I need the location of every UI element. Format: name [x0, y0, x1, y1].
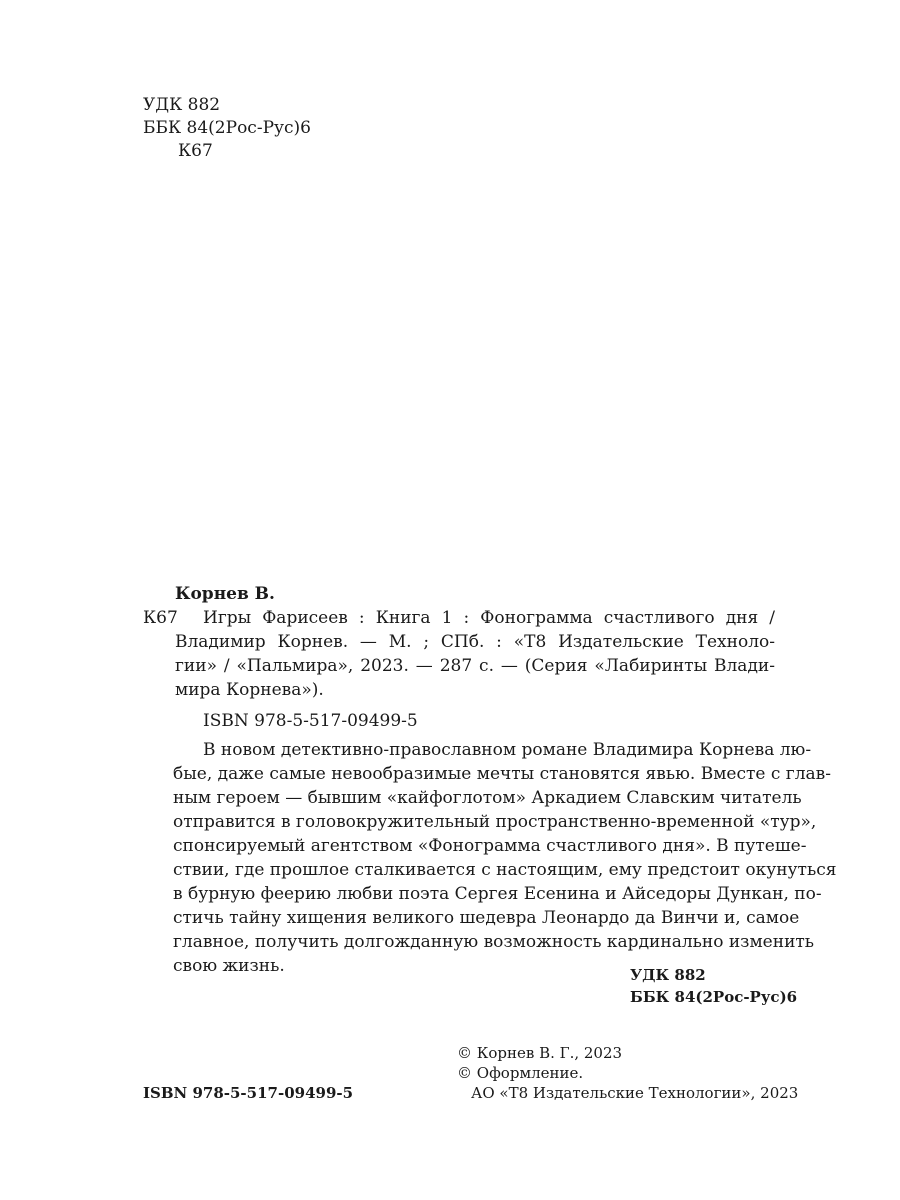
- annotation-line: бые, даже самые невообразимые мечты становятся явью. Вместе с глав-: [173, 764, 831, 784]
- annotation-line: спонсируемый агентством «Фонограмма счастливого дня». В путеше-: [173, 836, 807, 856]
- annotation-line: главное, получить долгожданную возможность кардинально изменить: [173, 932, 815, 952]
- isbn-footer: ISBN 978-5-517-09499-5: [143, 1084, 354, 1102]
- description-line: Владимир Корнев. — М. ; СПб. : «Т8 Издательские Техноло-: [175, 632, 775, 652]
- annotation-line: отправится в головокружительный пространственно-временной «тур»,: [173, 812, 817, 832]
- copyright-author: © Корнев В. Г., 2023: [457, 1044, 623, 1062]
- bbk-top: ББК 84(2Рос-Рус)6: [143, 118, 311, 138]
- description-line: мира Корнева»).: [175, 680, 324, 700]
- author-mark-top: К67: [178, 141, 213, 161]
- copyright-design: © Оформление.: [457, 1064, 584, 1082]
- annotation-line: стичь тайну хищения великого шедевра Леонардо да Винчи и, самое: [173, 908, 800, 928]
- description-line: гии» / «Пальмира», 2023. — 287 с. — (Серия «Лабиринты Влади-: [175, 656, 775, 676]
- isbn-record: ISBN 978-5-517-09499-5: [203, 711, 418, 731]
- udk-bottom: УДК 882: [630, 966, 706, 984]
- annotation-line: ным героем — бывшим «кайфоглотом» Аркадием Славским читатель: [173, 788, 802, 808]
- udk-top: УДК 882: [143, 95, 221, 115]
- bbk-bottom: ББК 84(2Рос-Рус)6: [630, 988, 798, 1006]
- annotation-line: в бурную феерию любви поэта Сергея Есенина и Айседоры Дункан, по-: [173, 884, 822, 904]
- author-mark: К67: [143, 608, 178, 628]
- annotation-line: свою жизнь.: [173, 956, 285, 976]
- copyright-publisher: АО «Т8 Издательские Технологии», 2023: [471, 1084, 799, 1102]
- annotation-line: В новом детективно-православном романе Владимира Корнева лю-: [203, 740, 812, 760]
- author-heading: Корнев В.: [175, 584, 275, 604]
- annotation-line: ствии, где прошлое сталкивается с настоящим, ему предстоит окунуться: [173, 860, 837, 880]
- description-line: Игры Фарисеев : Книга 1 : Фонограмма счастливого дня /: [203, 608, 775, 628]
